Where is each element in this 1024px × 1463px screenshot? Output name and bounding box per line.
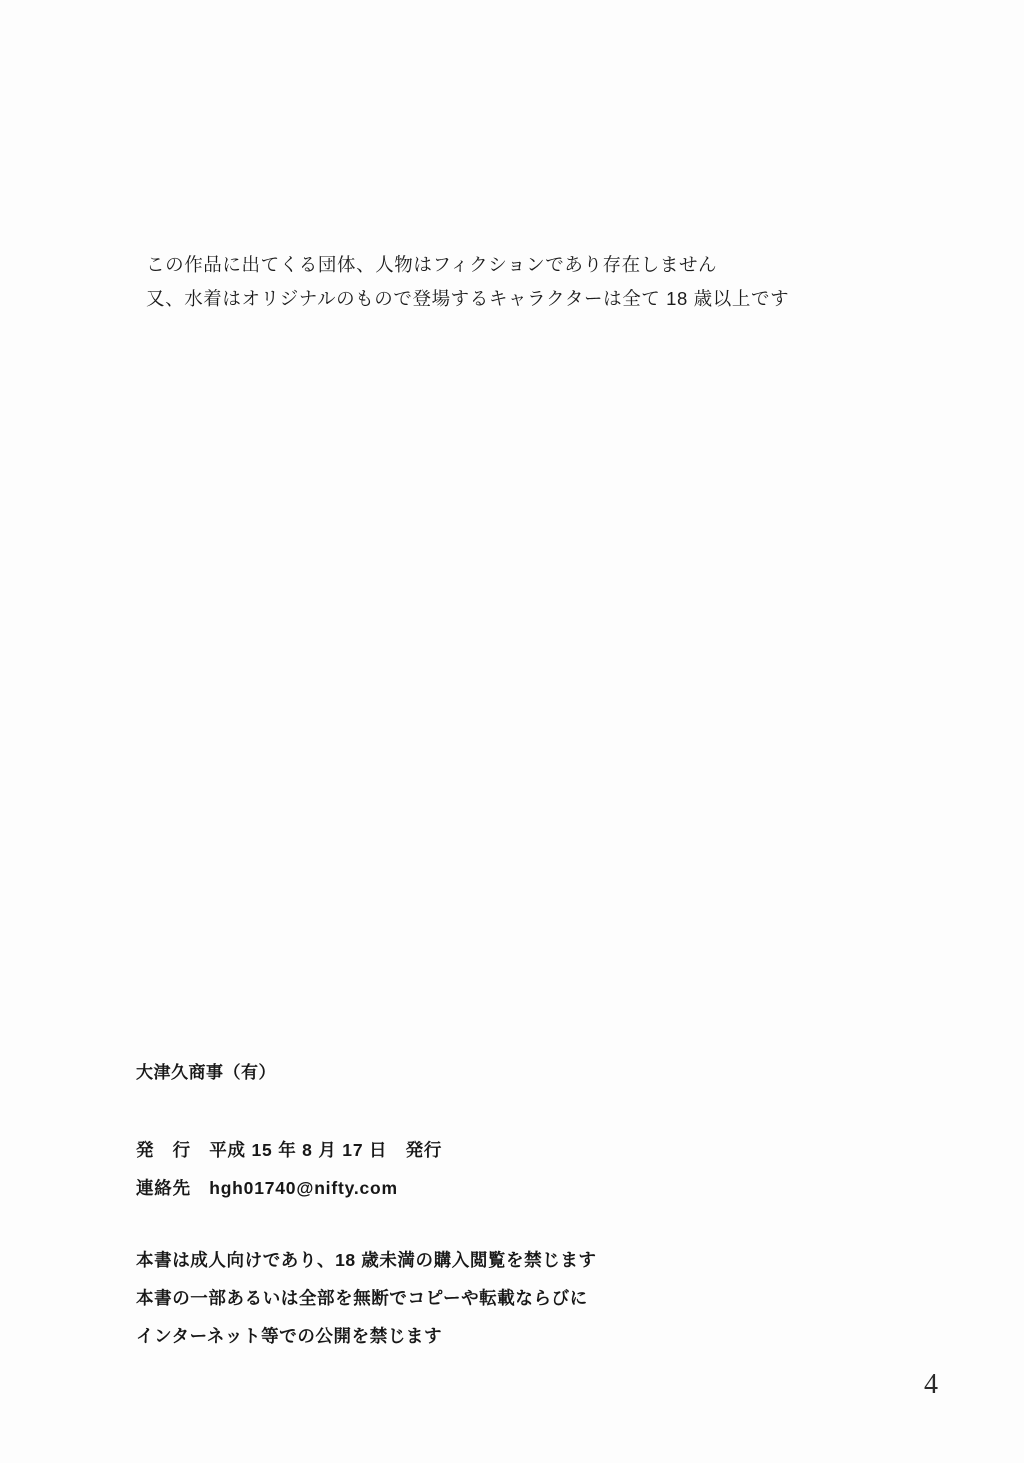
notice-line-2: 本書の一部あるいは全部を無断でコピーや転載ならびに	[136, 1288, 588, 1308]
disclaimer-line-1: この作品に出てくる団体、人物はフィクションであり存在しません	[146, 254, 718, 275]
disclaimer-block	[146, 248, 906, 316]
publisher-name: 大津久商事（有）	[136, 1063, 276, 1082]
colophon-spacer	[136, 1207, 916, 1241]
contact-line: 連絡先 hgh01740@nifty.com	[136, 1178, 398, 1198]
disclaimer-line-2: 又、水着はオリジナルのもので登場するキャラクターは全て 18 歳以上です	[146, 288, 790, 309]
colophon-block	[136, 1058, 916, 1355]
notice-line-3: インターネット等での公開を禁じます	[136, 1326, 443, 1346]
publication-date-line: 発 行 平成 15 年 8 月 17 日 発行	[136, 1140, 443, 1160]
page-number: 4	[924, 1369, 938, 1400]
notice-line-1: 本書は成人向けであり、18 歳未満の購入閲覧を禁じます	[136, 1250, 597, 1270]
